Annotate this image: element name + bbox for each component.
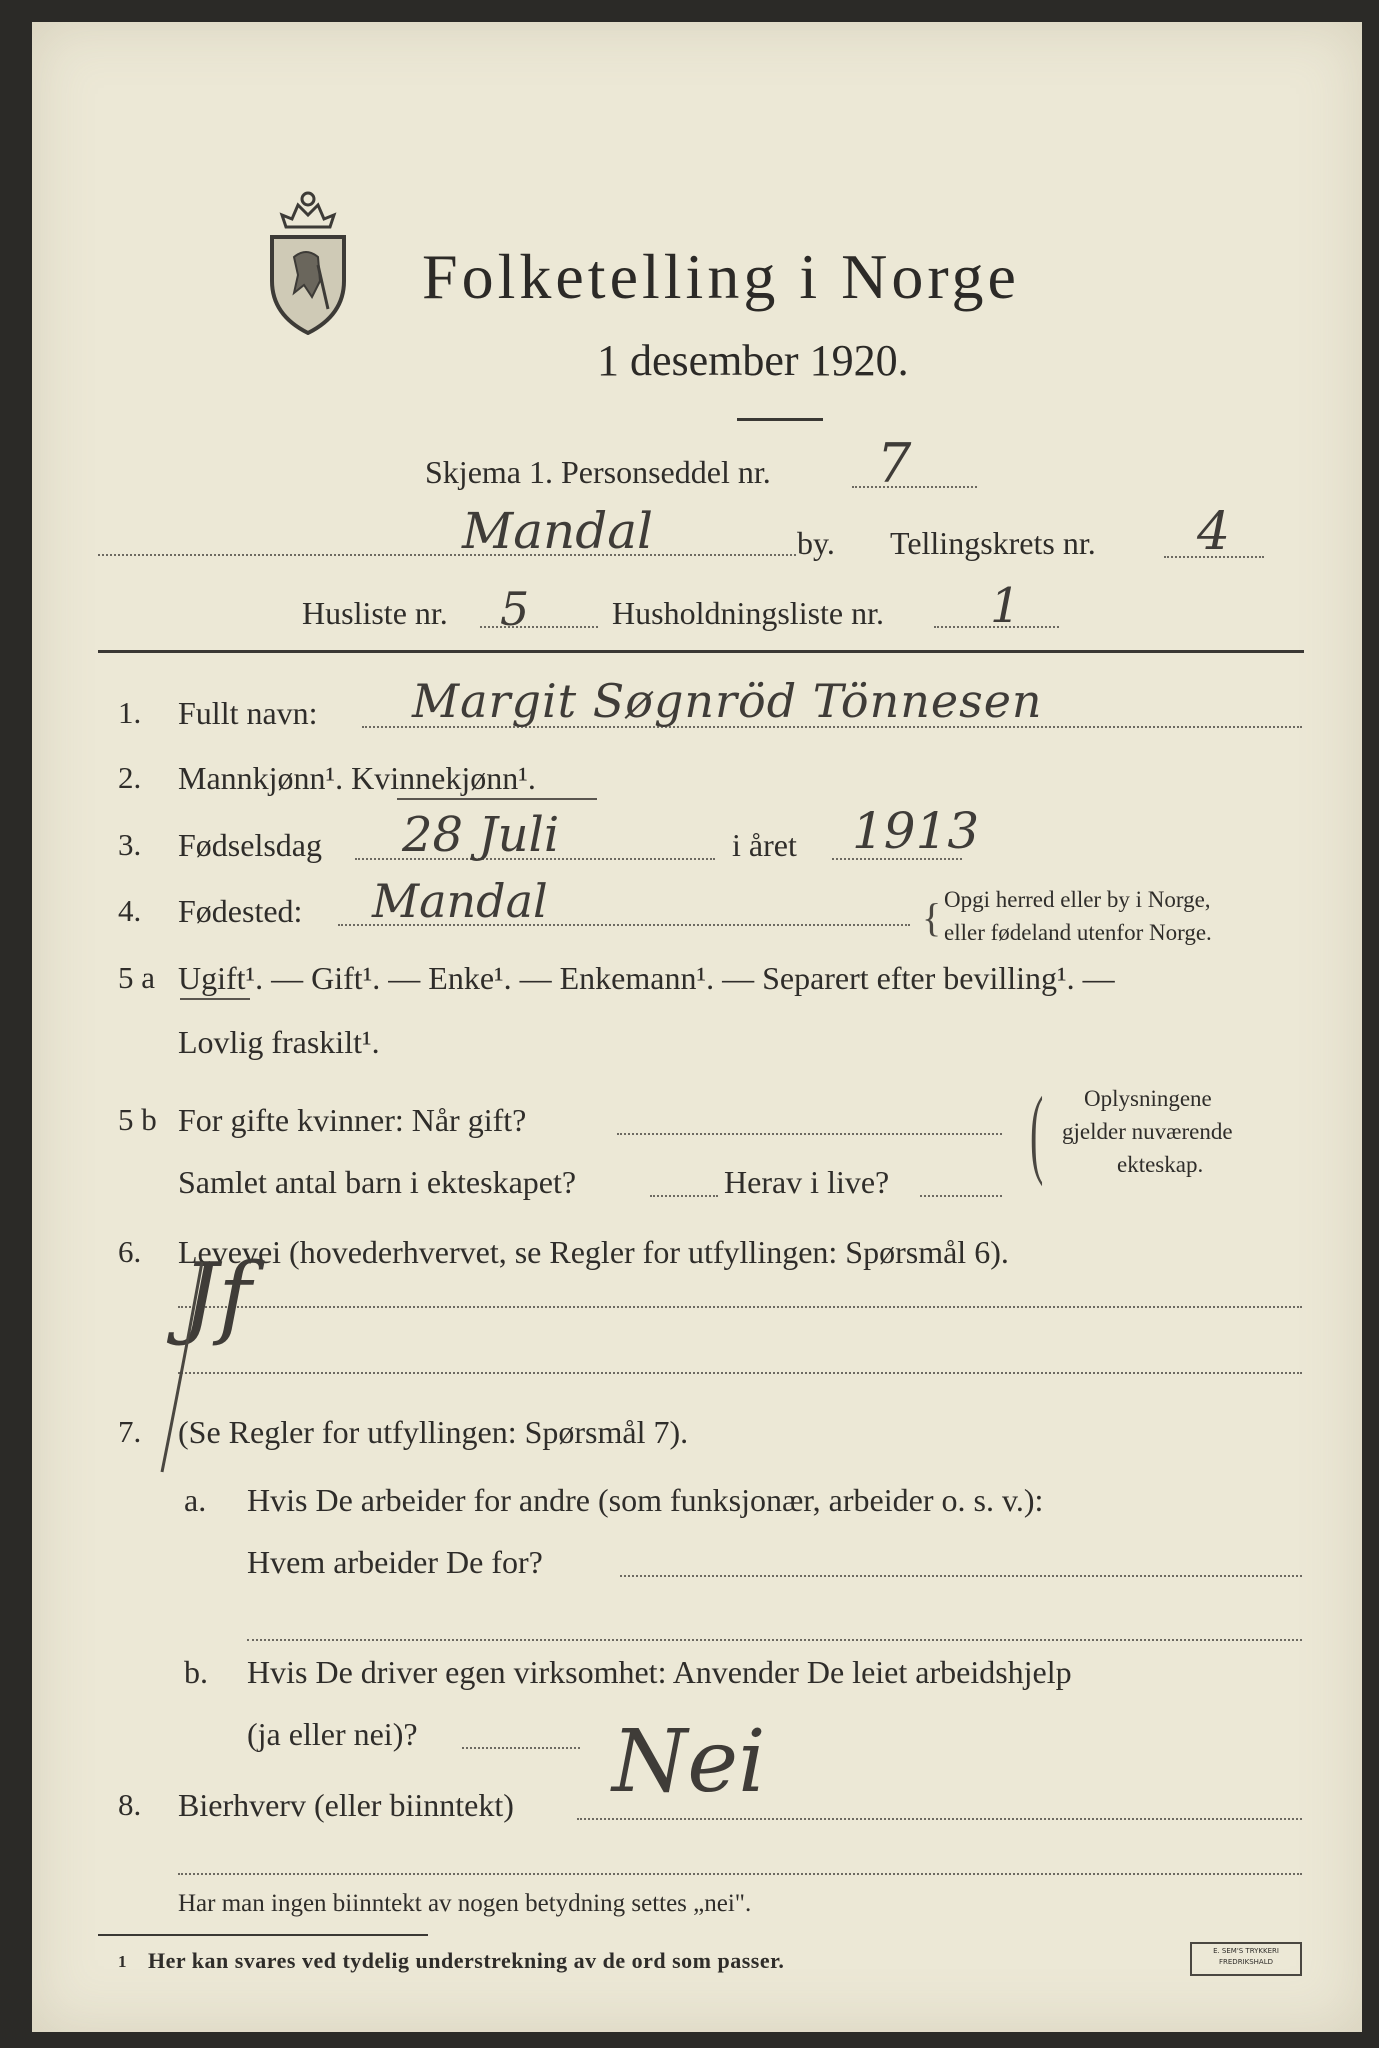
side-income-value: Nei	[612, 1712, 766, 1812]
q6-label: Levevei (hovederhvervet, se Regler for utfyllingen: Spørsmål 6).	[178, 1234, 1009, 1270]
tellingskrets-nr-value: 4	[1197, 502, 1231, 562]
form-title: Folketelling i Norge	[422, 241, 1020, 312]
q5a-number: 5 a	[118, 960, 156, 995]
q6-number: 6.	[118, 1234, 142, 1269]
q8-label: Bierhverv (eller biinntekt)	[178, 1787, 514, 1823]
q1-number: 1.	[118, 695, 142, 730]
personseddel-nr-value: 7	[877, 432, 912, 495]
footnote-marker: 1	[118, 1952, 127, 1971]
by-place-value: Mandal	[462, 502, 654, 560]
q2-number: 2.	[118, 760, 142, 795]
q5b-number: 5 b	[118, 1102, 157, 1137]
printer-stamp	[1190, 1942, 1302, 1976]
husholdningsliste-nr-value: 1	[990, 578, 1021, 634]
q5b-alive-label: Herav i live?	[724, 1164, 890, 1200]
q5b-note-line1: Oplysningene	[1084, 1086, 1212, 1111]
ugift-underline	[180, 998, 250, 1000]
occupation-value: Jf	[182, 1244, 252, 1349]
census-date: 1 desember 1920.	[597, 336, 909, 385]
birthplace-value: Mandal	[372, 874, 548, 928]
by-label: by.	[797, 525, 835, 561]
census-form-sheet: Folketelling i Norge 1 desember 1920. Skjema 1. Personseddel nr. 7 Mandal by. Tellingskrets nr. 4 Husliste nr. 5 Husholdningsliste nr. 1 1. Fullt navn: Margit Søgnröd Tönnesen 2. Mannkjønn¹. Kvinnekjønn¹. 3. Fødselsdag 28 Juli i året 1913 4. Fødested: Mandal { Opgi herred eller by i Norge, eller fødeland utenfor Norge. 5 a Ugift¹. — Gift¹. — Enke¹. — Enkemann¹. — Separert efter bevilling¹. — Lovlig fraskilt¹. 5 b For gifte kvinner: Når gift? Samlet antal barn i ekteskapet? Herav i live? ( Oplysningene gjelder nuværende ekteskap. 6. Levevei (hovederhvervet, se Regler for utfyllingen: Spørsmål 6). Jf 7. (Se Regler for utfyllingen: Spørsmål 7). a. Hvis De arbeider for andre (som funksjonær, arbeider o. s. v.): Hvem arbeider De for? b. Hvis De driver egen virksomhet: Anvender De leiet arbeidshjelp (ja eller nei)? 8. Bierhverv (eller biinntekt) Nei Har man ingen biinntekt av nogen betydning settes „nei". 1 Her kan svares ved tydelig understrekning av de ord som passer. E. SEM'S TRYKKERI FREDRIKSHALD	[32, 22, 1362, 2032]
q7b-line1: Hvis De driver egen virksomhet: Anvender De leiet arbeidshjelp	[247, 1654, 1072, 1690]
q2-gender-options: Mannkjønn¹. Kvinnekjønn¹.	[178, 760, 536, 796]
q5a-marital-options: Ugift¹. — Gift¹. — Enke¹. — Enkemann¹. — Separert efter bevilling¹. —	[178, 960, 1115, 996]
nei-instruction: Har man ingen biinntekt av nogen betydning settes „nei".	[178, 1890, 752, 1917]
kvinnekjonn-underline	[397, 798, 597, 800]
printer-name: E. SEM'S TRYKKERI	[1213, 1947, 1279, 1955]
q5b-note-line3: ekteskap.	[1117, 1152, 1204, 1177]
footnote-text: Her kan svares ved tydelig understrekning av de ord som passer.	[148, 1948, 785, 1973]
norway-coat-of-arms-icon	[262, 185, 354, 335]
full-name-value: Margit Søgnröd Tönnesen	[412, 674, 1043, 728]
q1-label: Fullt navn:	[178, 695, 318, 731]
header-rule	[98, 650, 1304, 653]
footnote-rule	[98, 1934, 428, 1936]
q3-year-label: i året	[732, 827, 797, 863]
skjema-label: Skjema 1. Personseddel nr.	[425, 454, 771, 490]
q4-note-line1: Opgi herred eller by i Norge,	[944, 887, 1211, 912]
husliste-label: Husliste nr.	[302, 595, 448, 631]
birth-day-value: 28 Juli	[402, 807, 560, 863]
q7a-letter: a.	[184, 1482, 207, 1518]
q7a-line2: Hvem arbeider De for?	[247, 1544, 543, 1580]
tellingskrets-label: Tellingskrets nr.	[890, 525, 1096, 561]
husholdningsliste-label: Husholdningsliste nr.	[612, 595, 885, 631]
q3-label: Fødselsdag	[178, 827, 322, 863]
q5b-married-when-label: For gifte kvinner: Når gift?	[178, 1102, 527, 1138]
birth-year-value: 1913	[852, 802, 980, 860]
q5b-children-label: Samlet antal barn i ekteskapet?	[178, 1164, 577, 1200]
q7a-line1: Hvis De arbeider for andre (som funksjonær, arbeider o. s. v.):	[247, 1482, 1044, 1518]
q7b-letter: b.	[184, 1654, 208, 1690]
q5a-line2: Lovlig fraskilt¹.	[178, 1024, 380, 1060]
q3-number: 3.	[118, 827, 142, 862]
q7b-line2: (ja eller nei)?	[247, 1716, 418, 1752]
q7-number: 7.	[118, 1414, 142, 1449]
q7-label: (Se Regler for utfyllingen: Spørsmål 7).	[178, 1414, 689, 1450]
q4-number: 4.	[118, 893, 142, 928]
printer-place: FREDRIKSHALD	[1218, 1958, 1273, 1966]
q4-note-line2: eller fødeland utenfor Norge.	[944, 920, 1212, 945]
q8-number: 8.	[118, 1787, 142, 1822]
q5b-note-line2: gjelder nuværende	[1062, 1119, 1233, 1144]
title-divider	[737, 418, 823, 421]
q4-label: Fødested:	[178, 893, 303, 929]
husliste-nr-value: 5	[500, 582, 530, 636]
